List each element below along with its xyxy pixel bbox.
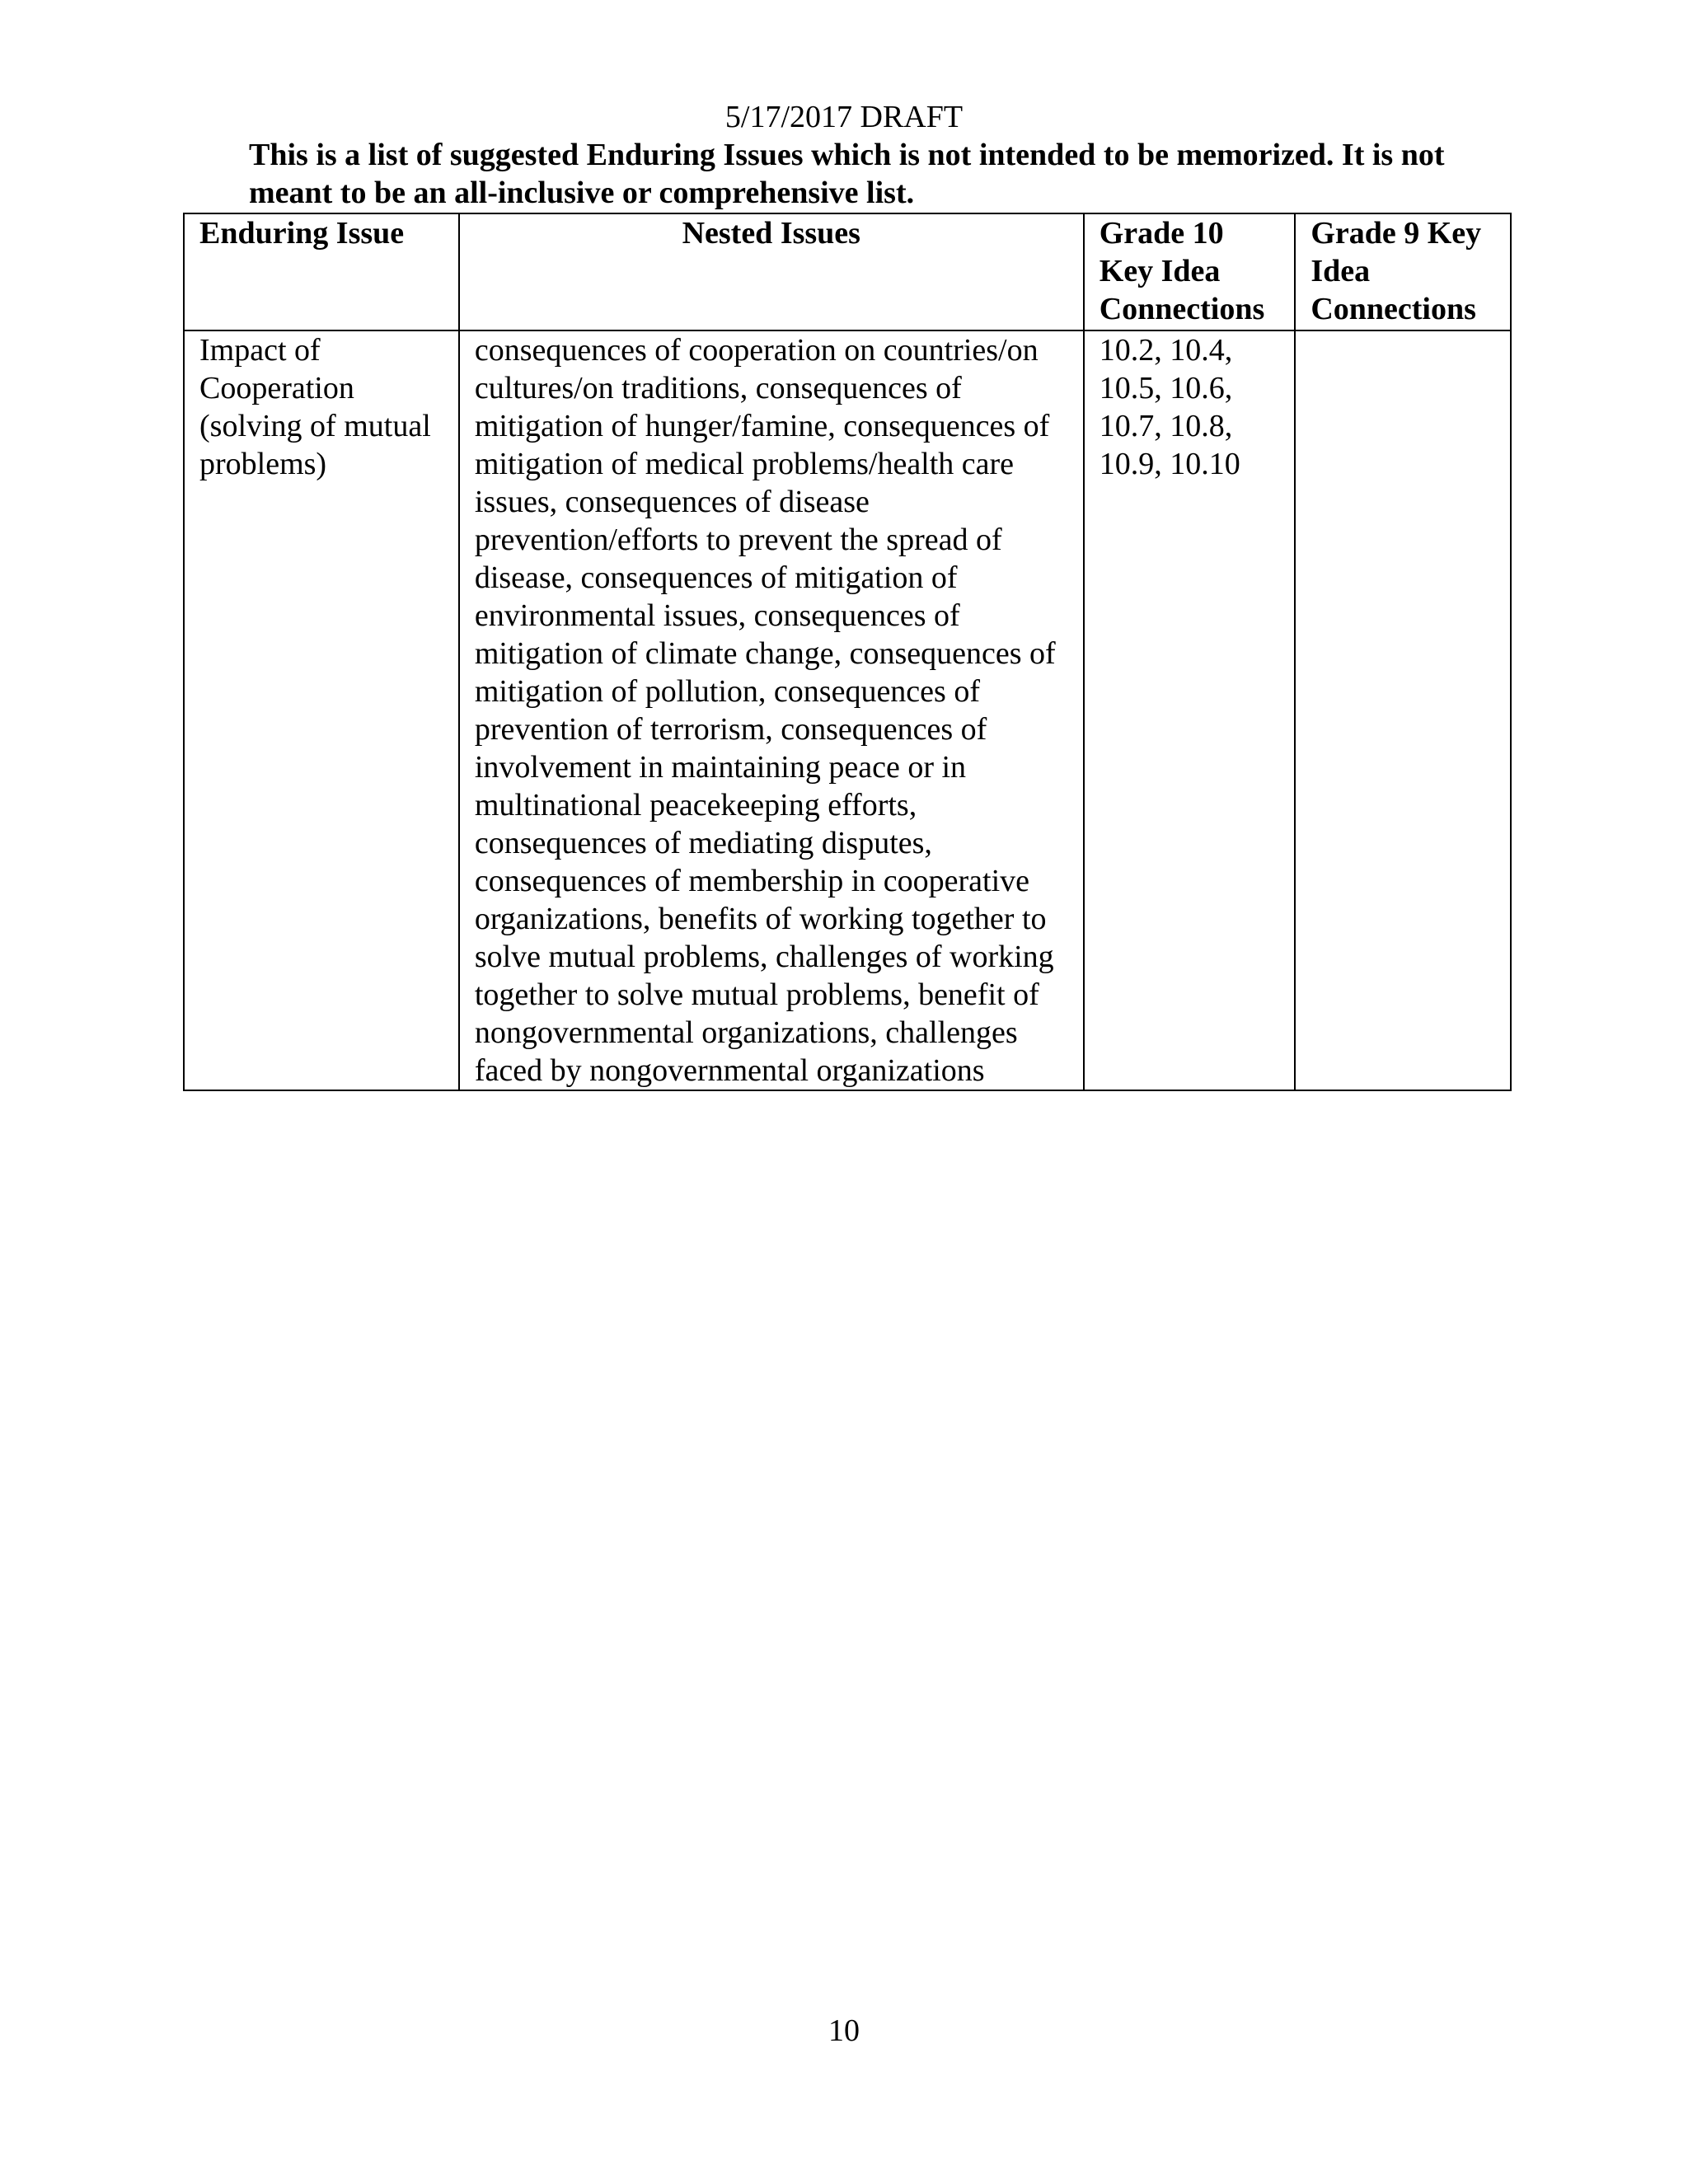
column-header-enduring-issue: Enduring Issue: [184, 213, 459, 330]
grade10-connections-cell: 10.2, 10.4, 10.5, 10.6, 10.7, 10.8, 10.9, 10.10: [1084, 330, 1296, 1090]
column-header-grade9: Grade 9 Key Idea Connections: [1295, 213, 1511, 330]
nested-issues-cell: consequences of cooperation on countries/on cultures/on traditions, consequences of mitigation of hunger/famine, consequences of mitigation of medical problems/health care issues, consequences of disease prevention/efforts to prevent the spread of disease, consequences of mitigation of environmental issues, consequences of mitigation of climate change, consequences of mitigation of pollution, consequences of prevention of terrorism, consequences of involvement in maintaining peace or in multinational peacekeeping efforts, consequences of mediating disputes, consequences of membership in cooperative organizations, benefits of working together to solve mutual problems, challenges of working together to solve mutual problems, benefit of nongovernmental organizations, challenges faced by nongovernmental organizations: [459, 330, 1084, 1090]
enduring-issues-table: [183, 213, 1512, 1091]
page-number: 10: [828, 2013, 860, 2048]
table-header-row: [184, 213, 1511, 330]
column-header-grade10: Grade 10 Key Idea Connections: [1084, 213, 1296, 330]
column-header-nested-issues: Nested Issues: [459, 213, 1084, 330]
intro-note: This is a list of suggested Enduring Issues which is not intended to be memorized. It is not meant to be an all-inclusive or comprehensive list.: [249, 138, 1445, 210]
grade9-connections-cell: [1295, 330, 1511, 1090]
enduring-issue-cell: Impact of Cooperation (solving of mutual problems): [184, 330, 459, 1090]
table-row: [184, 330, 1511, 1090]
draft-date-header: 5/17/2017 DRAFT: [724, 100, 964, 134]
